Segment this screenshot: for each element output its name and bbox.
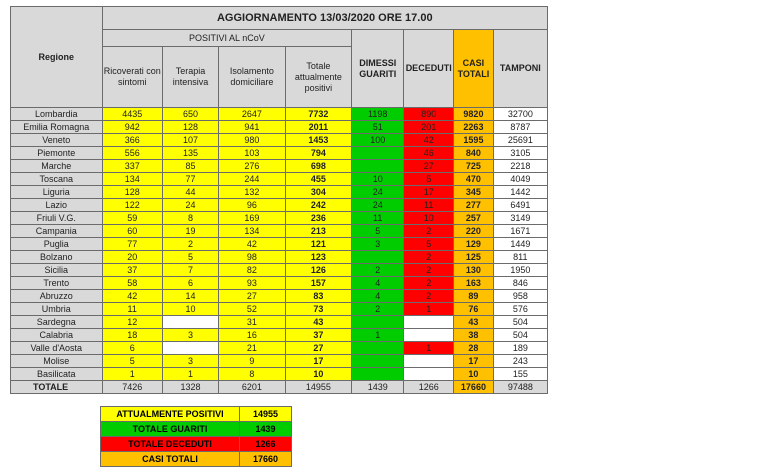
cell-casi: 277 [454,199,494,212]
cell-casi: 130 [454,264,494,277]
table-row-total [11,381,548,394]
table-row [11,303,548,316]
cell-deceduti: 2 [404,251,454,264]
cell-tamponi: 243 [493,355,547,368]
cell-tamponi: 32700 [493,108,547,121]
table-row [11,121,548,134]
cell-casi: 257 [454,212,494,225]
cell-casi: 470 [454,173,494,186]
cell-terapia: 44 [162,186,218,199]
cell-ricoverati: 4435 [102,108,162,121]
total-label: TOTALE [11,381,103,394]
cell-terapia: 1 [162,368,218,381]
cell-ricoverati: 134 [102,173,162,186]
cell-dimessi [352,251,404,264]
cell-isolamento: 132 [219,186,286,199]
cell-ricoverati: 59 [102,212,162,225]
summary-row [101,452,292,467]
cell-casi: 129 [454,238,494,251]
cell-totale: 236 [285,212,352,225]
cell-ricoverati: 42 [102,290,162,303]
cell-totale: 121 [285,238,352,251]
summary-row [101,422,292,437]
cell-regione: Molise [11,355,103,368]
cell-regione: Calabria [11,329,103,342]
cell-deceduti: 2 [404,290,454,303]
cell-dimessi: 11 [352,212,404,225]
cell-ricoverati: 122 [102,199,162,212]
cell-tamponi: 8787 [493,121,547,134]
cell-casi: 220 [454,225,494,238]
cell-dimessi: 100 [352,134,404,147]
table-row [11,225,548,238]
cell-terapia: 6 [162,277,218,290]
cell-tamponi: 504 [493,329,547,342]
cell-dimessi: 1 [352,329,404,342]
cell-tamponi: 1671 [493,225,547,238]
cell-casi: 17 [454,355,494,368]
cell-tamponi: 2218 [493,160,547,173]
cell-dimessi [352,160,404,173]
col-header-regione: Regione [11,7,103,108]
cell-isolamento: 941 [219,121,286,134]
table-row [11,290,548,303]
cell-regione: Trento [11,277,103,290]
cell-deceduti [404,316,454,329]
cell-casi: 2263 [454,121,494,134]
cell-isolamento: 134 [219,225,286,238]
cell-regione: Marche [11,160,103,173]
cell-terapia: 19 [162,225,218,238]
cell-terapia: 135 [162,147,218,160]
cell-isolamento: 169 [219,212,286,225]
summary-table [100,406,292,467]
cell-totale: 73 [285,303,352,316]
cell-isolamento: 276 [219,160,286,173]
cell-tamponi: 846 [493,277,547,290]
cell-deceduti [404,368,454,381]
cell-dimessi: 51 [352,121,404,134]
cell-ricoverati: 1 [102,368,162,381]
total-totale: 14955 [285,381,352,394]
cell-deceduti: 2 [404,264,454,277]
cell-isolamento: 103 [219,147,286,160]
cell-terapia: 85 [162,160,218,173]
table-row [11,251,548,264]
cell-casi: 9820 [454,108,494,121]
cell-regione: Friuli V.G. [11,212,103,225]
cell-isolamento: 52 [219,303,286,316]
cell-deceduti: 5 [404,238,454,251]
cell-isolamento: 2647 [219,108,286,121]
cell-dimessi [352,368,404,381]
col-group-positivi: POSITIVI AL nCoV [102,30,352,47]
summary-label: ATTUALMENTE POSITIVI [101,407,240,422]
cell-regione: Sicilia [11,264,103,277]
cell-terapia: 24 [162,199,218,212]
cell-dimessi [352,355,404,368]
table-row [11,134,548,147]
total-terapia: 1328 [162,381,218,394]
cell-deceduti [404,355,454,368]
cell-deceduti: 2 [404,277,454,290]
summary-label: CASI TOTALI [101,452,240,467]
cell-isolamento: 42 [219,238,286,251]
summary-row [101,437,292,452]
table-row [11,355,548,368]
cell-totale: 126 [285,264,352,277]
cell-tamponi: 1950 [493,264,547,277]
cell-regione: Bolzano [11,251,103,264]
cell-isolamento: 8 [219,368,286,381]
cell-regione: Lombardia [11,108,103,121]
cell-casi: 38 [454,329,494,342]
cell-totale: 2011 [285,121,352,134]
cell-ricoverati: 20 [102,251,162,264]
total-ricoverati: 7426 [102,381,162,394]
col-header-totale-positivi: Totale attualmente positivi [285,47,352,108]
cell-deceduti: 17 [404,186,454,199]
summary-row [101,407,292,422]
cell-dimessi: 4 [352,290,404,303]
cell-dimessi: 2 [352,303,404,316]
total-tamponi: 97488 [493,381,547,394]
cell-regione: Veneto [11,134,103,147]
cell-isolamento: 93 [219,277,286,290]
cell-terapia: 107 [162,134,218,147]
cell-regione: Emilia Romagna [11,121,103,134]
cell-deceduti: 10 [404,212,454,225]
table-row [11,173,548,186]
cell-totale: 27 [285,342,352,355]
cell-isolamento: 21 [219,342,286,355]
cell-isolamento: 31 [219,316,286,329]
cell-regione: Lazio [11,199,103,212]
table-row [11,186,548,199]
table-row [11,316,548,329]
cell-casi: 163 [454,277,494,290]
cell-totale: 157 [285,277,352,290]
cell-regione: Campania [11,225,103,238]
cell-isolamento: 96 [219,199,286,212]
cell-terapia [162,342,218,355]
table-row [11,329,548,342]
cell-ricoverati: 128 [102,186,162,199]
cell-regione: Sardegna [11,316,103,329]
cell-regione: Puglia [11,238,103,251]
cell-dimessi: 3 [352,238,404,251]
cell-terapia: 14 [162,290,218,303]
cell-totale: 83 [285,290,352,303]
cell-deceduti: 27 [404,160,454,173]
cell-totale: 43 [285,316,352,329]
cell-totale: 1453 [285,134,352,147]
cell-deceduti: 46 [404,147,454,160]
cell-casi: 76 [454,303,494,316]
table-body [11,108,548,381]
cell-ricoverati: 37 [102,264,162,277]
cell-casi: 725 [454,160,494,173]
cell-tamponi: 1449 [493,238,547,251]
cell-tamponi: 6491 [493,199,547,212]
cell-tamponi: 811 [493,251,547,264]
cell-dimessi [352,147,404,160]
cell-casi: 345 [454,186,494,199]
cell-deceduti: 1 [404,303,454,316]
cell-totale: 455 [285,173,352,186]
cell-regione: Umbria [11,303,103,316]
cell-terapia: 5 [162,251,218,264]
col-header-casi-totali: CASI TOTALI [454,30,494,108]
cell-deceduti: 11 [404,199,454,212]
cell-ricoverati: 366 [102,134,162,147]
cell-casi: 10 [454,368,494,381]
cell-regione: Piemonte [11,147,103,160]
cell-ricoverati: 58 [102,277,162,290]
table-row [11,147,548,160]
col-header-deceduti: DECEDUTI [404,30,454,108]
table-row [11,199,548,212]
cell-ricoverati: 18 [102,329,162,342]
cell-casi: 43 [454,316,494,329]
cell-ricoverati: 556 [102,147,162,160]
cell-regione: Valle d'Aosta [11,342,103,355]
cell-regione: Liguria [11,186,103,199]
cell-tamponi: 1442 [493,186,547,199]
cell-isolamento: 980 [219,134,286,147]
cell-dimessi: 24 [352,199,404,212]
cell-terapia: 650 [162,108,218,121]
cell-totale: 17 [285,355,352,368]
cell-deceduti: 201 [404,121,454,134]
summary-label: TOTALE GUARITI [101,422,240,437]
col-header-ricoverati: Ricoverati con sintomi [102,47,162,108]
cell-totale: 37 [285,329,352,342]
cell-terapia: 2 [162,238,218,251]
covid-data-table [10,6,548,394]
cell-tamponi: 3105 [493,147,547,160]
cell-ricoverati: 60 [102,225,162,238]
cell-dimessi: 5 [352,225,404,238]
cell-totale: 213 [285,225,352,238]
cell-regione: Toscana [11,173,103,186]
cell-casi: 89 [454,290,494,303]
cell-terapia: 3 [162,329,218,342]
cell-dimessi [352,316,404,329]
cell-tamponi: 25691 [493,134,547,147]
col-header-terapia: Terapia intensiva [162,47,218,108]
cell-isolamento: 98 [219,251,286,264]
cell-tamponi: 3149 [493,212,547,225]
cell-terapia [162,316,218,329]
cell-isolamento: 9 [219,355,286,368]
cell-deceduti: 5 [404,173,454,186]
total-deceduti: 1266 [404,381,454,394]
table-row [11,238,548,251]
total-dimessi: 1439 [352,381,404,394]
cell-tamponi: 189 [493,342,547,355]
summary-value: 1439 [240,422,292,437]
cell-casi: 28 [454,342,494,355]
cell-totale: 7732 [285,108,352,121]
cell-regione: Abruzzo [11,290,103,303]
summary-value: 17660 [240,452,292,467]
total-isolamento: 6201 [219,381,286,394]
cell-ricoverati: 11 [102,303,162,316]
cell-ricoverati: 12 [102,316,162,329]
cell-dimessi: 1198 [352,108,404,121]
cell-deceduti: 2 [404,225,454,238]
table-row [11,264,548,277]
cell-terapia: 3 [162,355,218,368]
cell-ricoverati: 337 [102,160,162,173]
cell-dimessi: 10 [352,173,404,186]
cell-dimessi: 2 [352,264,404,277]
table-row [11,108,548,121]
total-casi: 17660 [454,381,494,394]
cell-deceduti: 42 [404,134,454,147]
cell-dimessi: 4 [352,277,404,290]
cell-casi: 840 [454,147,494,160]
cell-totale: 698 [285,160,352,173]
col-header-isolamento: Isolamento domiciliare [219,47,286,108]
cell-deceduti: 1 [404,342,454,355]
cell-terapia: 10 [162,303,218,316]
table-row [11,342,548,355]
cell-regione: Basilicata [11,368,103,381]
table-row [11,277,548,290]
cell-deceduti: 890 [404,108,454,121]
cell-tamponi: 958 [493,290,547,303]
cell-ricoverati: 5 [102,355,162,368]
cell-tamponi: 576 [493,303,547,316]
cell-totale: 10 [285,368,352,381]
table-row [11,368,548,381]
table-title: AGGIORNAMENTO 13/03/2020 ORE 17.00 [102,7,547,30]
cell-terapia: 8 [162,212,218,225]
cell-dimessi: 24 [352,186,404,199]
cell-ricoverati: 942 [102,121,162,134]
cell-isolamento: 82 [219,264,286,277]
cell-casi: 1595 [454,134,494,147]
summary-value: 1266 [240,437,292,452]
cell-isolamento: 27 [219,290,286,303]
cell-ricoverati: 6 [102,342,162,355]
cell-casi: 125 [454,251,494,264]
col-header-tamponi: TAMPONI [493,30,547,108]
table-row [11,160,548,173]
cell-totale: 794 [285,147,352,160]
cell-totale: 242 [285,199,352,212]
cell-ricoverati: 77 [102,238,162,251]
cell-tamponi: 4049 [493,173,547,186]
col-header-dimessi: DIMESSI GUARITI [352,30,404,108]
cell-deceduti [404,329,454,342]
cell-terapia: 128 [162,121,218,134]
summary-label: TOTALE DECEDUTI [101,437,240,452]
cell-dimessi [352,342,404,355]
cell-totale: 304 [285,186,352,199]
table-row [11,212,548,225]
cell-tamponi: 155 [493,368,547,381]
cell-tamponi: 504 [493,316,547,329]
cell-isolamento: 16 [219,329,286,342]
cell-terapia: 7 [162,264,218,277]
cell-terapia: 77 [162,173,218,186]
summary-value: 14955 [240,407,292,422]
cell-isolamento: 244 [219,173,286,186]
cell-totale: 123 [285,251,352,264]
